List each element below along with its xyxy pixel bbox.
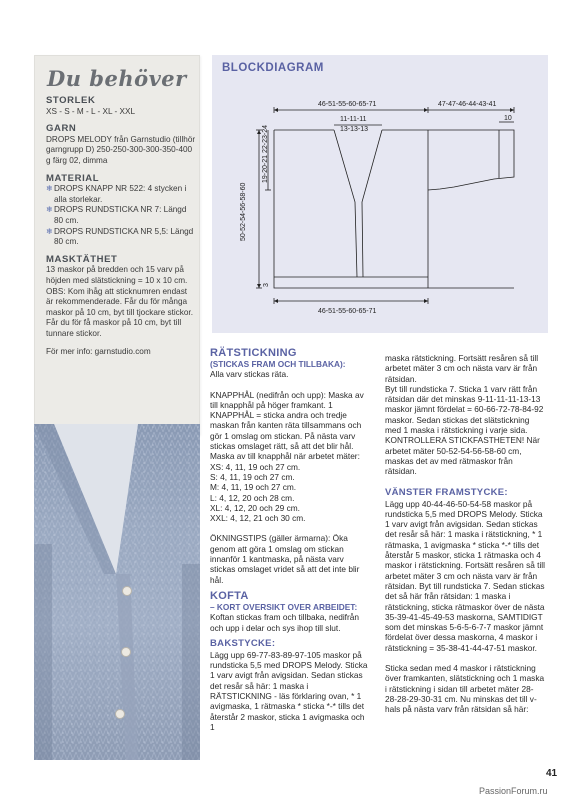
paragraph: Lägg upp 40-44-46-50-54-58 maskor på rundsticka 5,5 med DROPS Melody. Sticka 1 varv avigt från avigsidan. Sedan stickas det resår så här: 1 maska i rätstickning, * 1 rätmaska, 1 avigmaska * sticka *-* tills det återstår 5 maskor, sticka 1 rätmaska och 4 maskor i rätstickning. Fortsätt resåren så till arbetet mäter 3 cm och nästa varv är från rätsidan. Byt till rundsticka 7. Sedan stickas det så här från rätsidan: 1 maska i rätstickning, sticka rätmaskor över de nästa 35-39-41-45-49-53 maskorna, SAMTIDIGT som det minskas 5-6-5-6-7-7 maskor jämnt fördelat över dessa maskorna, 4 maskor i rätstickning = 35-38-41-44-47-51 maskor.	[385, 498, 545, 653]
paragraph: Byt till rundsticka 7. Sticka 1 varv rätt från rätsidan där det minskas 9-11-11-11-13-13 maskor jämnt fördelat = 60-66-72-78-84-92 maskor. Sedan stickas det slätstickning med 1 maska i rätstickning i varje sida. KONTROLLERA STICKFASTHETEN! När arbetet mäter 50-52-54-56-58-60 cm, maskas det av med rätmaskor från rätsidan.	[385, 383, 544, 477]
paragraph: Sticka sedan med 4 maskor i rätstickning över framkanten, slätstickning och 1 maska i rätstickning i sidan till arbetet mäter 28-28-28-29-30-31 cm. Nu minskas det till v-hals på nästa varv från rätsidan så här:	[385, 663, 545, 715]
buttonhole-text: KNAPPHÅL (nedifrån och upp): Maska av till knapphål på höger framkant. 1 KNAPPHÅL = sticka andra och tredje maskan från kanten räta tillsammans och gör 1 omslag om stickan. På nästa varv stickas omslaget rätt, så att det blir hål. Maska av till knapphål när arbetet mäter:	[210, 389, 364, 462]
instructions-column-2	[385, 353, 545, 715]
snowflake-icon: ❄	[46, 184, 53, 194]
yarn-text: DROPS MELODY från Garnstudio (tillhör garngrupp D) 250-250-300-300-350-400 g färg 02, dimma	[46, 134, 196, 165]
size-line: XXL: 4, 12, 21 och 30 cm.	[210, 513, 306, 524]
kofta-heading: KOFTA	[210, 589, 249, 602]
garter-text: Alla varv stickas räta.	[210, 369, 289, 380]
body-height-label: 50-52-54-56-58-60	[240, 182, 247, 241]
sleeve-length-label: 47-47-46-44-43-41	[438, 101, 497, 108]
instructions-column-1	[210, 347, 370, 732]
diagram-title: BLOCKDIAGRAM	[222, 62, 324, 74]
garter-subheading: (STICKAS FRAM OCH TILLBAKA):	[210, 359, 346, 369]
size-line: XS: 4, 11, 19 och 27 cm.	[210, 461, 301, 472]
cardigan-photo	[34, 424, 200, 760]
size-list: XS - S - M - L - XL - XXL	[46, 106, 136, 116]
material-item: ❄ DROPS RUNDSTICKA NR 7: Längd 80 cm.	[46, 205, 187, 225]
paragraph: maska rätstickning. Fortsätt resåren så till arbetet mäter 3 cm och nästa varv är från rätsidan.	[385, 353, 539, 384]
increase-tip-text: ÖKNINGSTIPS (gäller ärmarna): Öka genom att göra 1 omslag om stickan innanför 1 kantmaska, på nästa varv stickas omslaget vridet så att det inte blir hål.	[210, 533, 360, 585]
size-line: M: 4, 11, 19 och 27 cm.	[210, 482, 297, 493]
armhole-label: 19-20-21 22-23-24	[262, 125, 269, 183]
neck-label: 13-13-13	[340, 126, 369, 133]
cardigan-illustration	[34, 424, 200, 760]
card-title: Du behöver	[47, 66, 187, 91]
gauge-heading: MASKTÄTHET	[46, 253, 118, 265]
blockdiagram-panel	[212, 55, 548, 333]
garter-heading: RÄTSTICKNING	[210, 347, 297, 359]
kofta-subheading: – KORT OVERSIKT OVER ARBEIDET:	[210, 601, 358, 612]
gauge-text: 13 maskor på bredden och 15 varv på höjden med slätstickning = 10 x 10 cm.	[46, 265, 188, 285]
kofta-text: Koftan stickas fram och tillbaka, nedifrån och upp i delar och sys ihop till slut.	[210, 612, 359, 633]
back-text: Lägg upp 69-77-83-89-97-105 maskor på rundsticka 5,5 med DROPS Melody. Sticka 1 varv avigt från avigsidan. Sedan stickas det resår så här: 1 maska i RÄTSTICKNING - läs förklaring ovan, * 1 avigmaska, 1 rätmaska * sticka *-* tills det återstår 2 maskor, sticka 1 avigmaska och 1	[210, 649, 368, 732]
back-heading: BAKSTYCKE:	[210, 637, 276, 649]
size-line: L: 4, 12, 20 och 28 cm.	[210, 492, 295, 503]
size-line: S: 4, 11, 19 och 27 cm.	[210, 471, 295, 482]
snowflake-icon: ❄	[46, 205, 53, 215]
size-heading: STORLEK	[46, 95, 96, 106]
info-link: För mer info: garnstudio.com	[46, 347, 151, 357]
size-line: XL: 4, 12, 20 och 29 cm.	[210, 502, 300, 513]
materials-card	[34, 55, 200, 435]
top-width-label: 46-51-55-60-65-71	[318, 101, 377, 108]
obs-text: OBS: Kom ihåg att sticknumren endast är rekommenderade. Får du för många maskor på 10 cm, byt till tjockare stickor. Får du för få maskor på 10 cm, byt till tunnare stickor.	[46, 286, 193, 338]
bottom-width-label: 46-51-55-60-65-71	[318, 308, 377, 315]
schematic-diagram	[212, 55, 548, 333]
snowflake-icon: ❄	[46, 226, 53, 236]
watermark: PassionForum.ru	[479, 786, 548, 796]
rib-label: 3	[263, 283, 270, 287]
yarn-heading: GARN	[46, 123, 77, 135]
card-body	[46, 96, 196, 358]
material-heading: MATERIAL	[46, 172, 100, 184]
cuff-label: 10	[504, 115, 512, 122]
material-item: ❄ DROPS KNAPP NR 522: 4 stycken i alla storlekar.	[46, 184, 187, 204]
page-number: 41	[546, 768, 558, 779]
shoulder-label: 11-11-11	[340, 116, 367, 123]
left-front-heading: VÄNSTER FRAMSTYCKE:	[385, 486, 508, 498]
material-item: ❄ DROPS RUNDSTICKA NR 5,5: Längd 80 cm.	[46, 226, 194, 247]
